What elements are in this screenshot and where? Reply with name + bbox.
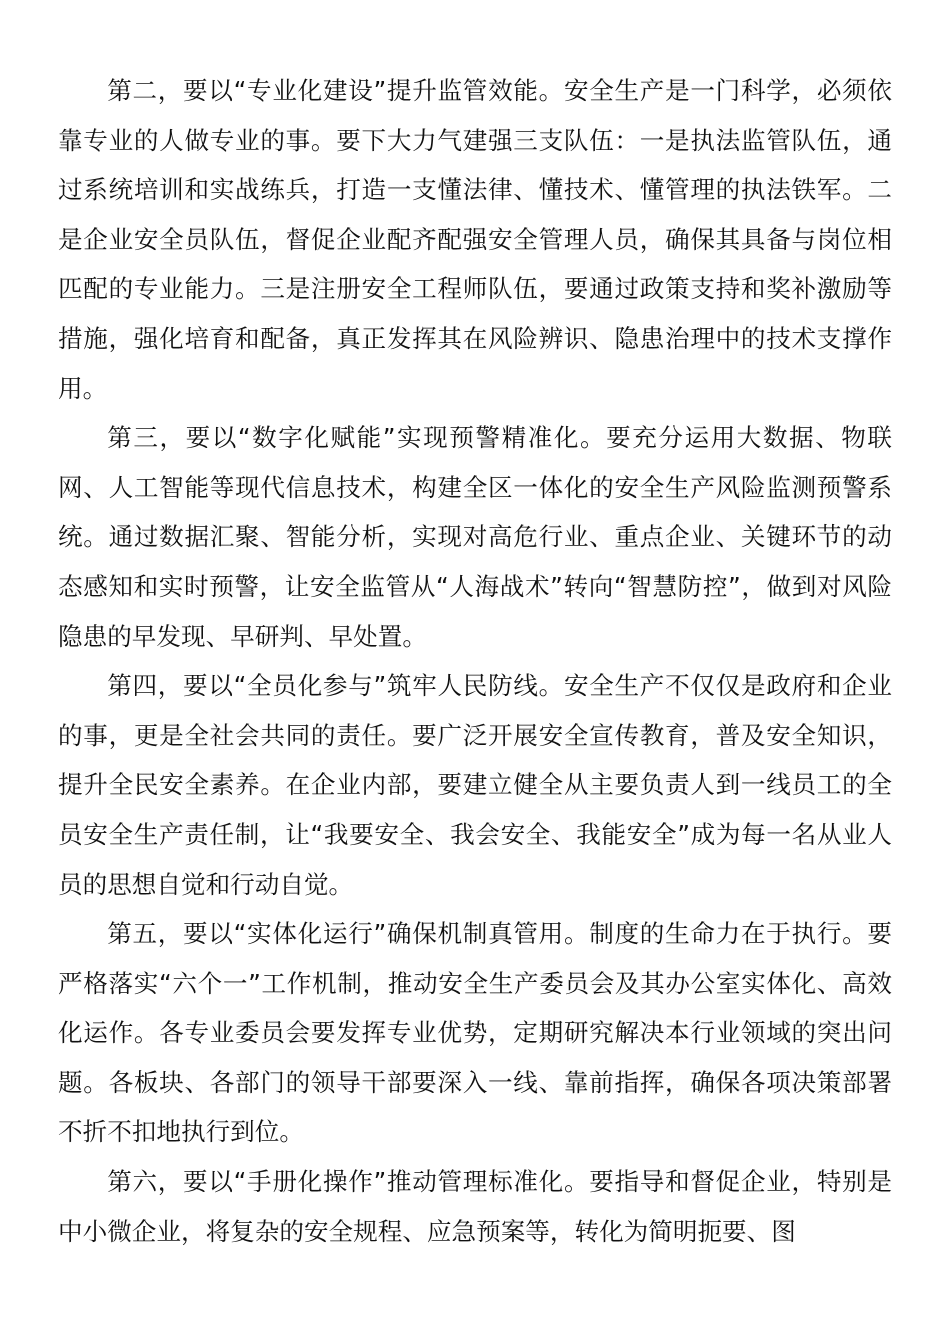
paragraph-entity-operation: 第五，要以“实体化运行”确保机制真管用。制度的生命力在于执行。要严格落实“六个一”工作机制，推动安全生产委员会及其办公室实体化、高效化运作。各专业委员会要发挥专业优势，定期研究解决本行业领域的突出问题。各板块、各部门的领导干部要深入一线、靠前指挥，确保各项决策部署不折不扣地执行到位。: [58, 919, 892, 1147]
paragraph-digitalization: 第三，要以“数字化赋能”实现预警精准化。要充分运用大数据、物联网、人工智能等现代信息技术，构建全区一体化的安全生产风险监测预警系统。通过数据汇聚、智能分析，实现对高危行业、重点企业、关键环节的动态感知和实时预警，让安全监管从“人海战术”转向“智慧防控”，做到对风险隐患的早发现、早研判、早处置。: [58, 423, 892, 651]
document-body: [58, 66, 892, 1256]
paragraph-manual-operation: 第六，要以“手册化操作”推动管理标准化。要指导和督促企业，特别是中小微企业，将复杂的安全规程、应急预案等，转化为简明扼要、图: [58, 1167, 892, 1246]
paragraph-full-participation: 第四，要以“全员化参与”筑牢人民防线。安全生产不仅仅是政府和企业的事，更是全社会共同的责任。要广泛开展安全宣传教育，普及安全知识，提升全民安全素养。在企业内部，要建立健全从主要负责人到一线员工的全员安全生产责任制，让“我要安全、我会安全、我能安全”成为每一名从业人员的思想自觉和行动自觉。: [58, 671, 892, 899]
paragraph-professionalization: 第二，要以“专业化建设”提升监管效能。安全生产是一门科学，必须依靠专业的人做专业的事。要下大力气建强三支队伍：一是执法监管队伍，通过系统培训和实战练兵，打造一支懂法律、懂技术、懂管理的执法铁军。二是企业安全员队伍，督促企业配齐配强安全管理人员，确保其具备与岗位相匹配的专业能力。三是注册安全工程师队伍，要通过政策支持和奖补激励等措施，强化培育和配备，真正发挥其在风险辨识、隐患治理中的技术支撑作用。: [58, 76, 892, 403]
